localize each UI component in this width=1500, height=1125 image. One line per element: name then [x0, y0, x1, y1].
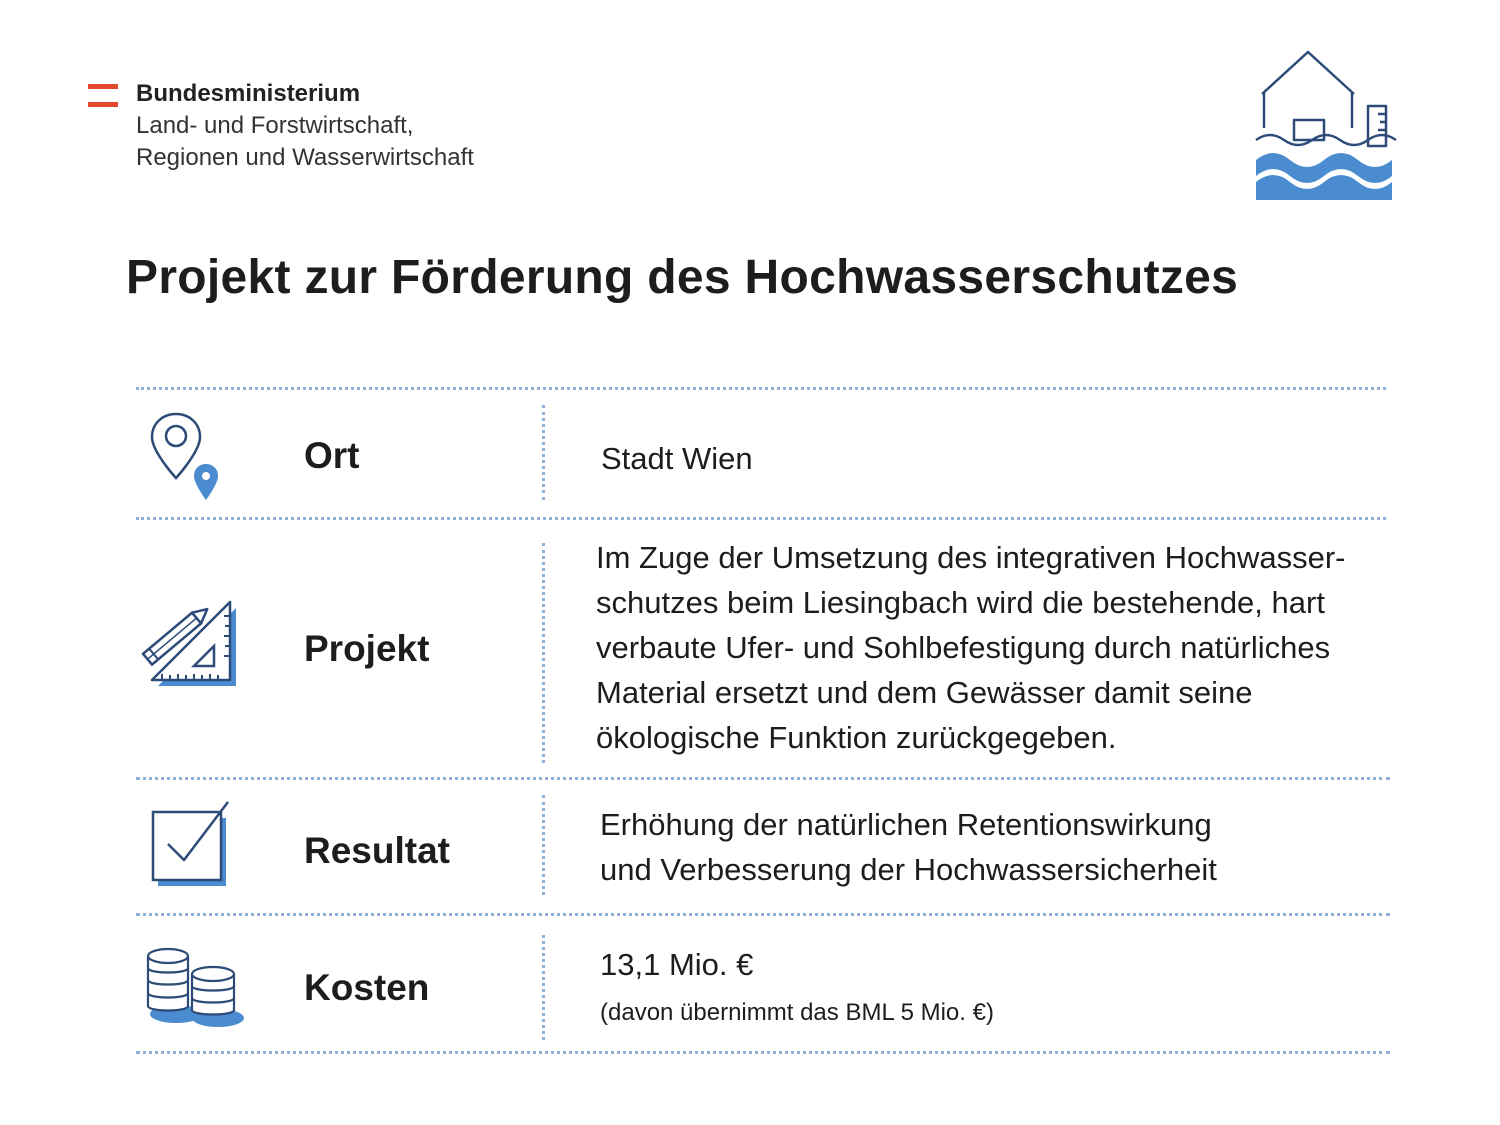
divider: [136, 777, 1390, 780]
ministry-line-1: Bundesministerium: [136, 80, 361, 107]
coins-icon: [142, 944, 248, 1030]
row-value: Stadt Wien: [601, 441, 753, 476]
checkbox-icon: [150, 800, 232, 888]
column-divider: [542, 935, 545, 1040]
divider: [136, 387, 1386, 390]
ministry-line-2: Land- und Forstwirtschaft,: [136, 112, 414, 139]
value-line: Erhöhung der natürlichen Retentionswirkung: [600, 807, 1212, 842]
column-divider: [542, 795, 545, 895]
pencil-ruler-icon: [136, 594, 240, 688]
divider: [136, 517, 1386, 520]
austria-flag-icon: [88, 84, 118, 111]
house-flood-icon: [1250, 48, 1400, 204]
value-line: und Verbesserung der Hochwassersicherheit: [600, 852, 1217, 887]
location-pin-icon: [148, 412, 228, 504]
page-title: Projekt zur Förderung des Hochwasserschutzes: [126, 251, 1239, 304]
row-value: [600, 802, 1400, 892]
divider: [136, 913, 1390, 916]
ministry-line-3: Regionen und Wasserwirtschaft: [136, 144, 474, 171]
row-label: Ort: [304, 435, 360, 476]
cost-note: (davon übernimmt das BML 5 Mio. €): [600, 999, 994, 1026]
row-label: Projekt: [304, 628, 430, 669]
value-line: schutzes beim Liesingbach wird die bestehende, hart: [596, 585, 1325, 620]
value-line: Im Zuge der Umsetzung des integrativen Hochwasser-: [596, 540, 1346, 575]
cost-value: 13,1 Mio. €: [600, 947, 754, 982]
row-label: Kosten: [304, 967, 430, 1008]
ministry-name: [136, 78, 474, 174]
value-line: verbaute Ufer- und Sohlbefestigung durch natürliches: [596, 630, 1331, 665]
divider: [136, 1051, 1390, 1054]
row-value: [596, 535, 1426, 760]
column-divider: [542, 543, 545, 763]
column-divider: [542, 405, 545, 500]
value-line: Material ersetzt und dem Gewässer damit seine: [596, 675, 1253, 710]
value-line: ökologische Funktion zurückgegeben.: [596, 720, 1117, 755]
row-label: Resultat: [304, 830, 450, 871]
